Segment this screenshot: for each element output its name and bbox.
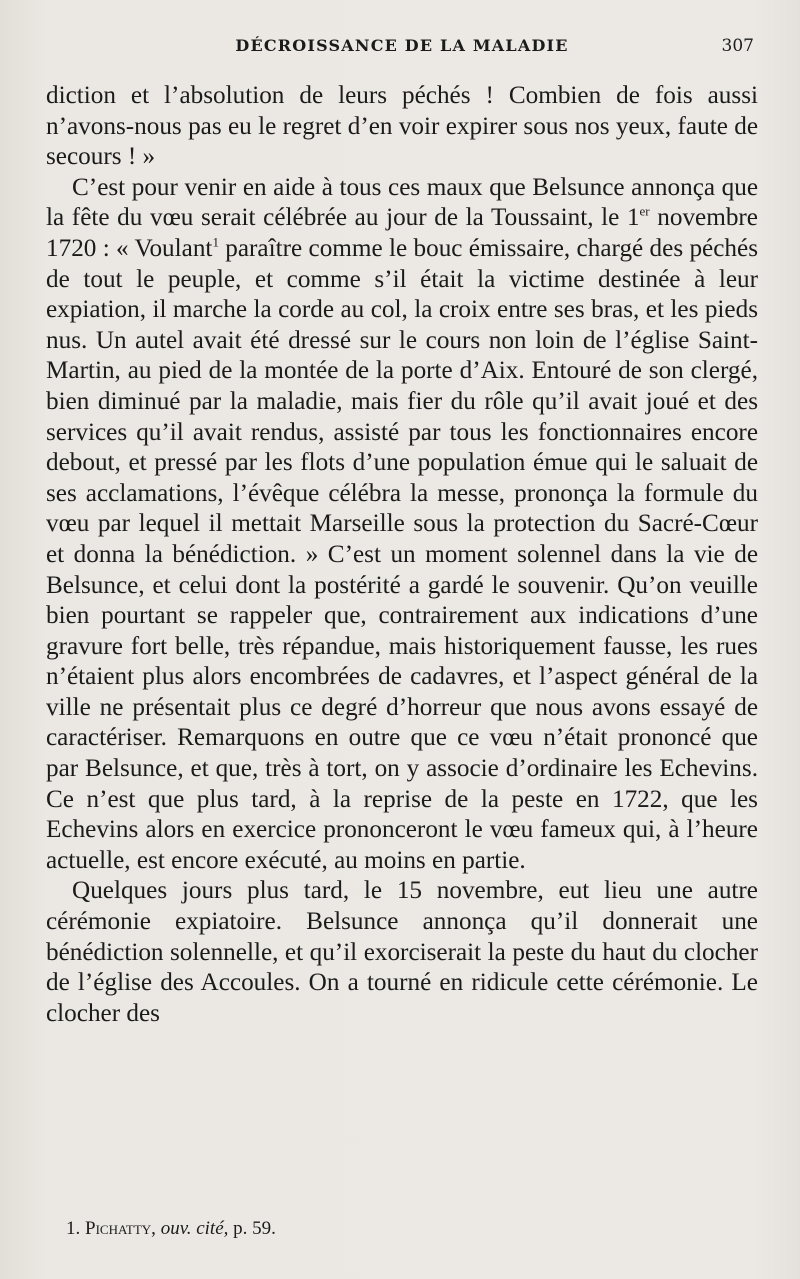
footnote <box>66 1218 766 1240</box>
footnote-work: ouv. cité, <box>160 1218 229 1239</box>
paragraph-text: C’est pour venir en aide à tous ces maux que Belsunce annonça que la fête du vœu serait célébrée au jour de la Toussaint, le 1 <box>46 173 758 232</box>
footnote-reference: 1 <box>212 234 219 250</box>
running-title: DÉCROISSANCE DE LA MALADIE <box>235 36 569 55</box>
paragraph-continued: diction et l’absolution de leurs péchés ! Combien de fois aussi n’avons-nous pas eu le regret d’en voir expirer sous nos yeux, faute de secours ! » <box>46 82 758 171</box>
footnote-number: 1. <box>66 1218 81 1239</box>
footnote-page: p. 59. <box>233 1218 276 1239</box>
paragraph-expiatory-ceremony: Quelques jours plus tard, le 15 novembre, eut lieu une autre cérémonie expiatoire. Belsunce annonça qu’il donnerait une bénédiction solennelle, et qu’il exorciserait la peste du haut du clocher de l’église des Accoules. On a tourné en ridicule cette cérémonie. Le clocher des <box>46 877 758 1027</box>
paragraph-text: paraître comme le bouc émissaire, chargé des péchés de tout le peuple, et comme s’il était la victime destinée à leur expiation, il marche la corde au col, la croix entre ses bras, et les pieds nus. Un autel avait été dressé sur le cours non loin de l’église Saint-Martin, au pied de la montée de la porte d’Aix. Entouré de son clergé, bien diminué par la maladie, mais fier du rôle qu’il avait joué et des services qu’il avait rendus, assisté par tous les fonctionnaires encore debout, et pressé par les flots d’une population émue qui le saluait de ses acclamations, l’évêque célébra la messe, prononça la formule du vœu par lequel il mettait Marseille sous la protection du Sacré-Cœur et donna la bénédiction. » C’est un moment solennel dans la vie de Belsunce, et celui dont la postérité a gardé le souvenir. Qu’on veuille bien pourtant se rappeler que, contrairement aux indications d’une gravure fort belle, très répandue, mais historiquement fausse, les rues n’étaient plus alors encombrées de cadavres, et l’aspect général de la ville ne présentait plus ce degré d’horreur que nous avons essayé de caractériser. Remarquons en outre que ce vœu n’était prononcé que par Belsunce, et que, très à tort, on y associe d’ordinaire les Echevins. Ce n’est que plus tard, à la reprise de la peste en 1722, que les Echevins alors en exercice prononceront le vœu fameux qui, à l’heure actuelle, est encore exécuté, au moins en partie. <box>46 234 758 874</box>
footnote-author: Pichatty, <box>85 1218 156 1239</box>
paragraph-belsunce-vow <box>46 173 758 877</box>
body-text <box>46 81 758 1029</box>
paragraph-text: novembre 1720 : « Voulant <box>46 204 758 262</box>
ordinal-suffix: er <box>639 203 650 219</box>
page-number: 307 <box>721 36 754 56</box>
page-header <box>46 36 758 60</box>
